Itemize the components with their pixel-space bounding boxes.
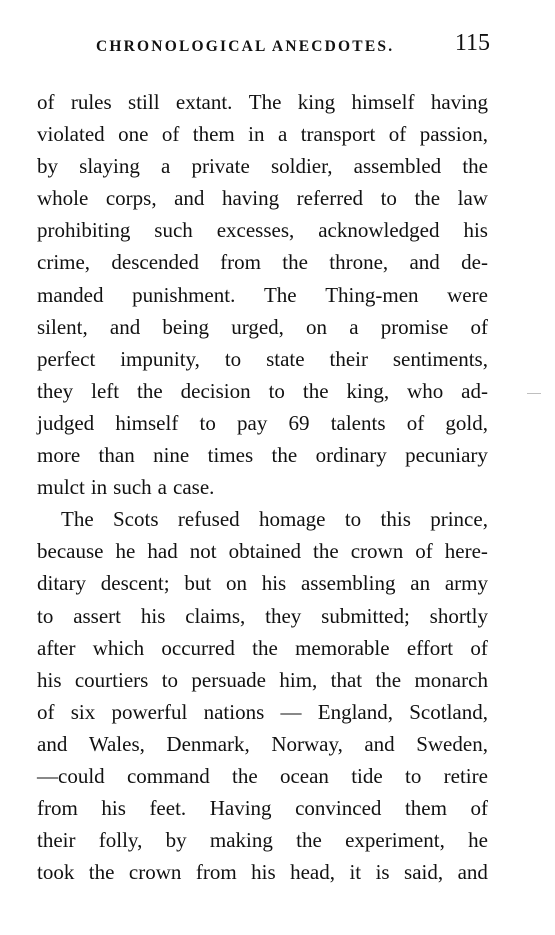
text-line [37, 567, 488, 599]
word: the [271, 443, 298, 468]
word: took [37, 860, 75, 885]
word: to [380, 186, 397, 211]
word: Denmark, [166, 731, 250, 756]
word: on [225, 571, 247, 596]
word: impunity, [120, 346, 200, 371]
word: sentiments, [392, 346, 488, 371]
word: de- [461, 250, 488, 275]
word: of [388, 122, 407, 147]
text-line [37, 311, 488, 343]
word: his [140, 603, 166, 628]
text-line [37, 150, 488, 182]
word: assembling [300, 571, 396, 596]
word: of [37, 699, 55, 724]
word: from [37, 796, 78, 821]
word: nations [203, 699, 265, 724]
word: because [37, 539, 104, 564]
word: claims, [185, 603, 246, 628]
text-line [37, 760, 488, 792]
word: himself [115, 410, 179, 435]
word: rules [70, 90, 112, 114]
word: he [115, 539, 136, 564]
word: descent; [100, 571, 170, 596]
word: himself [351, 90, 415, 114]
word: still [128, 90, 160, 114]
word: ad- [461, 378, 488, 403]
word: obtained [228, 539, 301, 564]
word: talents [330, 410, 386, 435]
text-line [37, 824, 488, 856]
word: had [147, 539, 178, 564]
word: retire [443, 763, 488, 788]
word: ocean [279, 763, 329, 788]
word: them [192, 122, 235, 147]
word: one [118, 122, 149, 147]
word: ditary [37, 571, 86, 596]
text-line [37, 471, 488, 503]
word: Having [209, 796, 272, 821]
word: times [207, 443, 254, 468]
word: but [184, 571, 212, 596]
word: his [251, 860, 276, 885]
body-text [37, 86, 488, 888]
text-line [37, 600, 488, 632]
word: referred [296, 186, 364, 211]
word: who [407, 378, 444, 403]
word: and [109, 314, 141, 339]
word: perfect [37, 346, 96, 371]
word: convinced [295, 796, 382, 821]
word: the [296, 828, 322, 853]
running-head: CHRONOLOGICAL ANECDOTES. [96, 38, 395, 55]
word: acknowledged [318, 218, 440, 243]
word: extant. [175, 90, 233, 114]
text-line [37, 696, 488, 728]
word: in [248, 122, 265, 147]
word: of [37, 90, 55, 114]
word: memorable [295, 635, 390, 660]
word: descended [111, 250, 199, 275]
word: state [266, 346, 305, 371]
word: promise [380, 314, 449, 339]
word: king [297, 90, 336, 114]
word: to [268, 378, 285, 403]
word: his [101, 796, 126, 821]
word: prohibiting [37, 218, 131, 243]
text-line [37, 503, 488, 535]
text-line [37, 407, 488, 439]
word: decision [180, 378, 251, 403]
word: in [90, 475, 108, 500]
word: corps, [105, 186, 157, 211]
word: a [277, 122, 288, 147]
word: manded [37, 282, 104, 307]
word: the [313, 539, 339, 564]
word: such [154, 218, 193, 243]
word: left [91, 378, 120, 403]
word: of [470, 635, 488, 660]
word: prince, [430, 507, 488, 532]
text-line [37, 214, 488, 246]
word: after [37, 635, 76, 660]
word: by [165, 828, 187, 853]
word: Thing-men [325, 282, 419, 307]
word: of [161, 122, 180, 147]
word: — [280, 699, 302, 724]
word: silent, [37, 314, 88, 339]
word: to [224, 346, 242, 371]
text-line [37, 182, 488, 214]
word: submitted; [321, 603, 410, 628]
word: slaying [79, 154, 140, 179]
word: whole [37, 186, 89, 211]
word: their [329, 346, 368, 371]
word: ordinary [315, 443, 387, 468]
word: their [37, 828, 76, 853]
word: persuade [191, 667, 267, 692]
word: having [221, 186, 280, 211]
word: passion, [419, 122, 488, 147]
word: were [447, 282, 488, 307]
word: head, [290, 860, 335, 885]
word: of [470, 314, 488, 339]
word: throne, [329, 250, 389, 275]
word: the [252, 635, 278, 660]
word: the [88, 860, 115, 885]
word: feet. [149, 796, 187, 821]
word: gold, [445, 410, 488, 435]
word: from [220, 250, 261, 275]
paragraph-2 [37, 503, 488, 888]
word: The [263, 282, 297, 307]
text-line [37, 664, 488, 696]
word: Sweden, [416, 731, 488, 756]
text-line [37, 279, 488, 311]
word: The [61, 507, 94, 532]
word: effort [406, 635, 454, 660]
word: it [349, 860, 362, 885]
word: urged, [231, 314, 284, 339]
word: army [444, 571, 488, 596]
word: from [195, 860, 237, 885]
word: and [37, 731, 68, 756]
text-line [37, 246, 488, 278]
word: nine [153, 443, 190, 468]
word: the [375, 667, 402, 692]
word: experiment, [345, 828, 445, 853]
word: by [37, 154, 58, 179]
word: to [344, 507, 362, 532]
word: courtiers [74, 667, 149, 692]
word: is [375, 860, 390, 885]
word: here- [444, 539, 488, 564]
word: his [463, 218, 488, 243]
word: —could [37, 763, 105, 788]
word: on [306, 314, 328, 339]
word: shortly [429, 603, 488, 628]
word: an [410, 571, 431, 596]
word: command [126, 763, 210, 788]
word: Scotland, [409, 699, 488, 724]
word: excesses, [216, 218, 295, 243]
word: assembled [353, 154, 442, 179]
word: folly, [98, 828, 143, 853]
word: not [189, 539, 217, 564]
text-line [37, 86, 488, 118]
word: the [232, 763, 258, 788]
word: tide [351, 763, 383, 788]
word: mulct [37, 475, 85, 500]
word: to [405, 763, 422, 788]
text-line [37, 118, 488, 150]
word: and [457, 860, 488, 885]
word: law [457, 186, 488, 211]
text-line [37, 792, 488, 824]
word: homage [259, 507, 326, 532]
margin-mark [527, 393, 541, 394]
text-line [37, 535, 488, 567]
word: transport [300, 122, 376, 147]
text-line [37, 728, 488, 760]
word: the [462, 154, 488, 179]
word: than [98, 443, 135, 468]
word: his [261, 571, 287, 596]
word: crown [128, 860, 182, 885]
word: to [161, 667, 179, 692]
word: this [380, 507, 411, 532]
word: and [174, 186, 205, 211]
paragraph-1 [37, 86, 488, 503]
text-line [37, 375, 488, 407]
word: they [37, 378, 74, 403]
word: pay [237, 410, 268, 435]
word: Scots [113, 507, 159, 532]
word: he [468, 828, 488, 853]
word: said, [404, 860, 444, 885]
word: 69 [288, 410, 310, 435]
word: powerful [111, 699, 188, 724]
word: the [414, 186, 441, 211]
word: making [209, 828, 273, 853]
word: private [191, 154, 250, 179]
word: monarch [414, 667, 488, 692]
word: to [37, 603, 54, 628]
text-line [37, 856, 488, 888]
word: Wales, [88, 731, 145, 756]
word: soldier, [270, 154, 333, 179]
word: six [70, 699, 96, 724]
word: crime, [37, 250, 91, 275]
word: Norway, [271, 731, 343, 756]
word: the [137, 378, 163, 403]
word: having [430, 90, 488, 114]
word: and [409, 250, 440, 275]
word: pecuniary [405, 443, 488, 468]
word: The [248, 90, 282, 114]
word: them [404, 796, 447, 821]
word: more [37, 443, 81, 468]
text-line [37, 343, 488, 375]
word: refused [177, 507, 240, 532]
page-header [40, 28, 490, 64]
word: of [415, 539, 433, 564]
word: king, [346, 378, 390, 403]
word: to [199, 410, 216, 435]
word: the [282, 250, 308, 275]
word: a [349, 314, 359, 339]
word: and [364, 731, 395, 756]
text-line [37, 439, 488, 471]
word: of [406, 410, 425, 435]
text-line [37, 632, 488, 664]
word: they [265, 603, 302, 628]
word: violated [37, 122, 105, 147]
word: him, [279, 667, 318, 692]
word: being [162, 314, 210, 339]
word: a [157, 475, 167, 500]
word: judged [37, 410, 95, 435]
word: occurred [161, 635, 235, 660]
word: England, [317, 699, 393, 724]
word: crown [350, 539, 404, 564]
word: his [37, 667, 62, 692]
word: a [160, 154, 171, 179]
word: that [330, 667, 363, 692]
word: case. [173, 475, 215, 500]
word: assert [73, 603, 122, 628]
word: which [92, 635, 145, 660]
word: punishment. [132, 282, 236, 307]
page-number: 115 [454, 30, 490, 56]
word: such [113, 475, 152, 500]
word: of [470, 796, 488, 821]
word: the [302, 378, 329, 403]
